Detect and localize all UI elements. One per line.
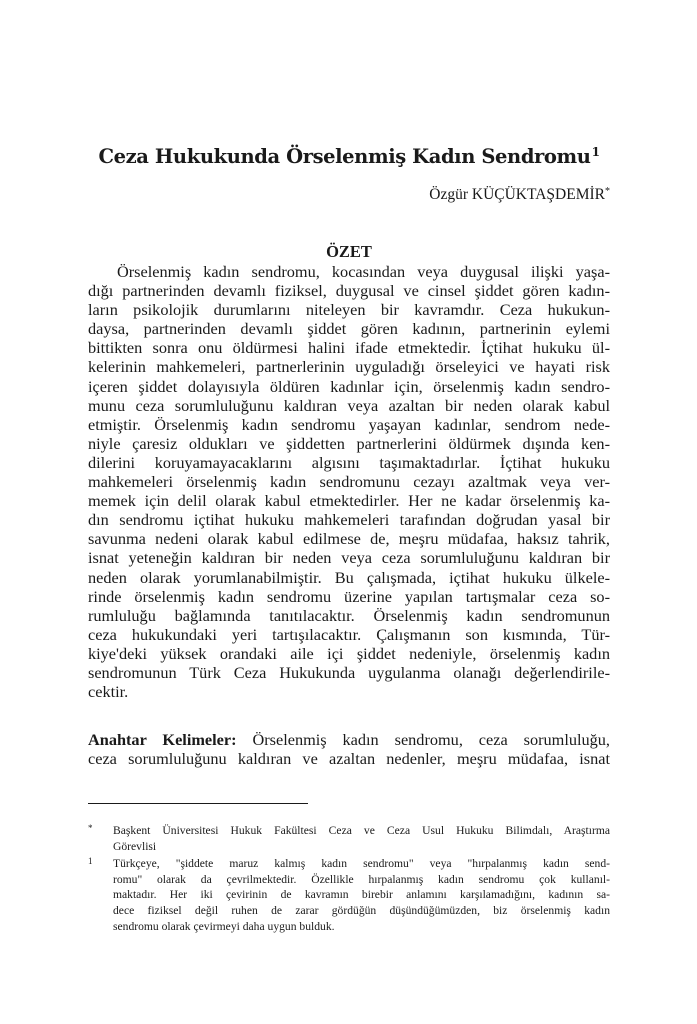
abstract-line: rumluluğu bağlamında tanıtılacaktır. Örselenmiş kadın sendromunun [88, 605, 610, 625]
footnote-mark: * [88, 823, 93, 833]
abstract-line: Örselenmiş kadın sendromu, kocasından veya duygusal ilişki yaşa- [117, 262, 610, 281]
footnote-separator [88, 803, 308, 804]
abstract-line: etmiştir. Örselenmiş kadın sendromu yaşayan kadınlar, sendrom nede- [88, 414, 610, 434]
abstract-line: munu ceza sorumluluğunu kaldıran veya azaltan bir neden olarak kabul [88, 395, 610, 415]
footnotes [88, 823, 610, 936]
keywords-paragraph [88, 730, 610, 768]
abstract-heading: ÖZET [326, 242, 372, 261]
abstract-line: savunma nedeni olarak kabul edilmese de, meşru müdafaa, haksız tahrik, [88, 529, 610, 549]
footnote-line: maktadır. Her iki çevirinin de kavramın birebir anlamını karşılamadığını, kadının sa- [113, 888, 610, 902]
abstract-line: kelerinin mahkemeleri, partnerlerinin uyguladığı örseleyici ve hayati risk [88, 357, 610, 377]
abstract-line: niyle çaresiz oldukları ve şiddetten partnerlerini öldürmek dışında ken- [88, 433, 610, 453]
abstract-line: cektir. [88, 682, 129, 702]
abstract-line: kiye'deki yüksek orandaki aile içi şiddet nedeniyle, örselenmiş kadın [88, 643, 610, 663]
abstract-line: rinde örselenmiş kadın sendromu üzerine yapılan tartışmalar ceza so- [88, 586, 610, 606]
abstract-line: bittikten sonra onu öldürmesi halini ifade etmektedir. İçtihat hukuku ül- [88, 338, 610, 358]
footnote-line: Görevlisi [113, 839, 157, 853]
author-name [429, 186, 610, 204]
footnote [88, 856, 610, 934]
keywords-label: Anahtar Kelimeler: [88, 730, 237, 749]
author-text: Özgür KÜÇÜKTAŞDEMİR [429, 186, 605, 203]
title-text: Ceza Hukukunda Örselenmiş Kadın Sendromu [98, 145, 591, 168]
footnote-line: romu" olarak da çevrilmektedir. Özellikle hırpalanmış kadın sendromu çok kullanıl- [113, 872, 610, 886]
author-footnote-mark[interactable]: * [605, 186, 610, 197]
keywords-line-2: ceza sorumluluğunu kaldıran ve azaltan nedenler, meşru müdafaa, isnat [88, 749, 610, 769]
footnote-line: Türkçeye, "şiddete maruz kalmış kadın sendromu" veya "hırpalanmış kadın send- [113, 857, 610, 871]
keywords-text-1: Örselenmiş kadın sendromu, ceza sorumluluğu, [236, 730, 611, 749]
paper-title [88, 145, 610, 168]
title-footnote-mark[interactable]: 1 [591, 145, 600, 159]
abstract-line: dilerini koruyamayacaklarını algısını taşımaktadırlar. İçtihat hukuku [88, 452, 610, 472]
abstract-line: dığı partnerinden devamlı fiziksel, duygusal ve cinsel şiddet gören kadın- [88, 281, 610, 301]
abstract-line: daysa, partnerinden devamlı şiddet gören kadının, partnerinin eylemi [88, 319, 610, 339]
footnote [88, 823, 610, 854]
abstract-body [88, 262, 610, 701]
abstract-line: neden olarak yorumlanabilmiştir. Bu çalışmada, içtihat hukuku ülkele- [88, 567, 610, 587]
footnote-line: Başkent Üniversitesi Hukuk Fakültesi Ceza ve Ceza Usul Hukuku Bilimdalı, Araştırma [113, 824, 610, 837]
abstract-line: içeren şiddet dolayısıyla öldüren kadınlar için, örselenmiş kadın sendro- [88, 376, 610, 396]
page [88, 0, 610, 1024]
abstract-line: dın sendromu içtihat hukuku mahkemeleri tarafından doğrudan yasal bir [88, 510, 610, 530]
abstract-line: isnat yeteneğin kaldıran bir neden veya ceza sorumluluğunu kaldıran bir [88, 548, 610, 568]
footnote-mark: 1 [88, 856, 93, 867]
keywords-line-1 [88, 730, 610, 749]
footnote-line: sendromu olarak çevirmeyi daha uygun bulduk. [113, 919, 335, 933]
abstract-line: mahkemeleri örselenmiş kadın sendromunu cezayı azaltmak veya ver- [88, 472, 610, 492]
abstract-line: memek için delil olarak kabul etmektedirler. Her ne kadar örselenmiş ka- [88, 491, 610, 511]
abstract-line: ceza hukukundaki yeri tartışılacaktır. Çalışmanın son kısmında, Tür- [88, 624, 610, 644]
abstract-line: sendromunun Türk Ceza Hukukunda uygulanma olanağı değerlendirile- [88, 662, 610, 682]
footnote-line: dece fiziksel değil ruhen de zarar gördüğün düşündüğümüzden, biz örselenmiş kadın [113, 903, 610, 917]
abstract-line: ların psikolojik durumlarını niteleyen bir kavramdır. Ceza hukukun- [88, 300, 610, 320]
